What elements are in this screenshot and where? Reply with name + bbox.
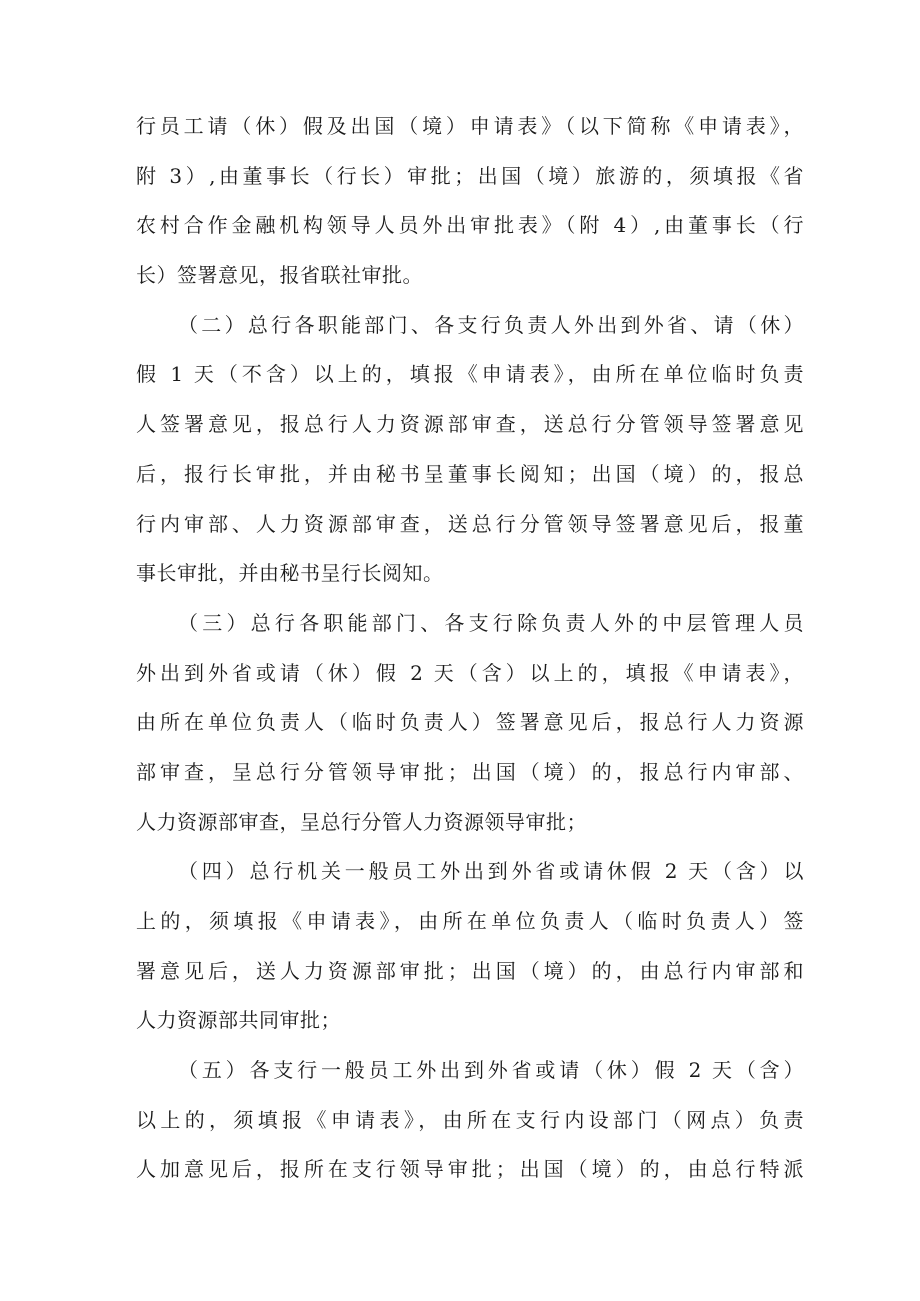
text-line: （五）各支行一般员工外出到外省或请（休）假 2 天（含）	[178, 1058, 804, 1083]
text-line: 部审查，呈总行分管领导审批；出国（境）的，报总行内审部、	[136, 759, 804, 784]
text-line: 附 3）,由董事长（行长）审批；出国（境）旅游的，须填报《省	[136, 163, 804, 188]
text-line: 人签署意见，报总行人力资源部审查，送总行分管领导签署意见	[136, 412, 804, 437]
text-line: 农村合作金融机构领导人员外出审批表》（附 4）,由董事长（行	[136, 213, 804, 238]
text-line: （二）总行各职能部门、各支行负责人外出到外省、请（休）	[178, 312, 804, 337]
paragraph-item-2	[136, 301, 804, 599]
text-line: 行员工请（休）假及出国（境）申请表》（以下简称《申请表》，	[136, 114, 804, 138]
text-line: （三）总行各职能部门、各支行除负责人外的中层管理人员	[178, 610, 804, 635]
text-line: 上的，须填报《申请表》，由所在单位负责人（临时负责人）签	[136, 909, 804, 933]
text-line: 由所在单位负责人（临时负责人）签署意见后，报总行人力资源	[136, 710, 804, 735]
text-line: 假 1 天（不含）以上的，填报《申请表》，由所在单位临时负责	[136, 362, 804, 387]
text-line: 事长审批，并由秘书呈行长阅知。	[136, 561, 444, 586]
paragraph-item-5	[136, 1046, 804, 1195]
text-line: 行内审部、人力资源部审查，送总行分管领导签署意见后，报董	[136, 511, 804, 536]
paragraph-continuation	[136, 102, 804, 301]
text-line: 以上的，须填报《申请表》，由所在支行内设部门（网点）负责	[136, 1107, 804, 1132]
document-body	[136, 102, 804, 1195]
text-line: 人加意见后，报所在支行领导审批；出国（境）的，由总行特派	[136, 1157, 804, 1182]
paragraph-item-3	[136, 599, 804, 847]
text-line: 外出到外省或请（休）假 2 天（含）以上的，填报《申请表》，	[136, 660, 804, 685]
paragraph-item-4	[136, 847, 804, 1046]
text-line: 后，报行长审批，并由秘书呈董事长阅知；出国（境）的，报总	[136, 461, 804, 486]
text-line: 人力资源部共同审批；	[136, 1008, 341, 1033]
text-line: 长）签署意见，报省联社审批。	[136, 263, 423, 288]
text-line: 署意见后，送人力资源部审批；出国（境）的，由总行内审部和	[136, 958, 804, 983]
text-line: （四）总行机关一般员工外出到外省或请休假 2 天（含）以	[178, 859, 804, 884]
text-line: 人力资源部审查，呈总行分管人力资源领导审批；	[136, 809, 587, 834]
